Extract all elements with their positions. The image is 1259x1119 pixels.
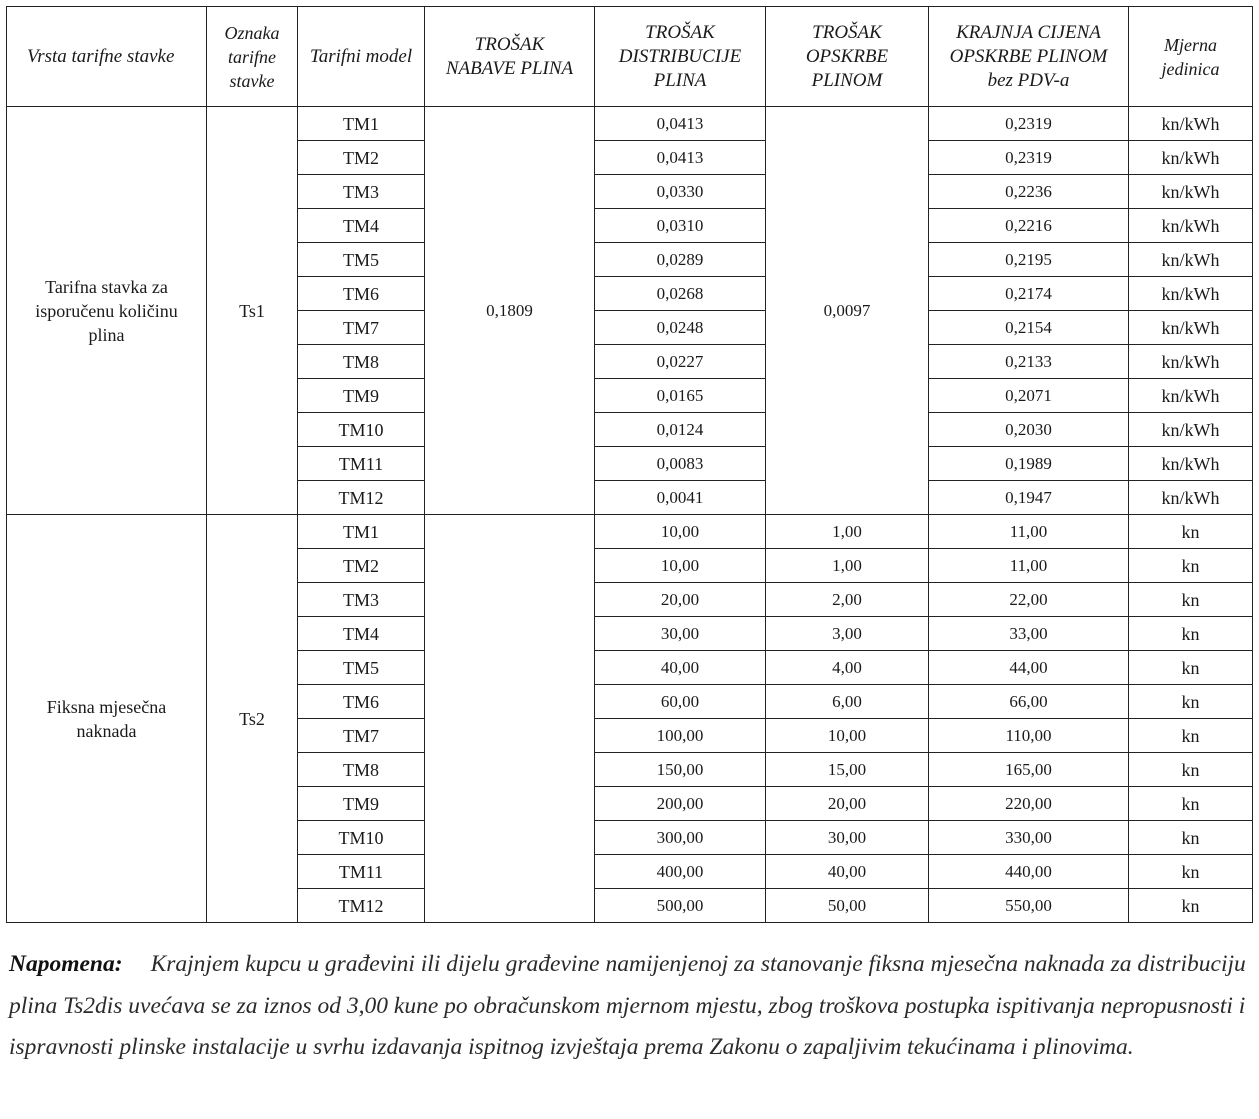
cell-final-price: 11,00: [929, 515, 1129, 549]
cell-unit: kn: [1129, 515, 1253, 549]
cell-final-price: 11,00: [929, 549, 1129, 583]
cell-distribution-cost: 0,0124: [595, 413, 766, 447]
cell-supply-cost: 0,0097: [766, 107, 929, 515]
cell-unit: kn: [1129, 617, 1253, 651]
cell-tariff-model: TM8: [298, 345, 425, 379]
cell-tariff-model: TM6: [298, 277, 425, 311]
cell-tariff-model: TM11: [298, 447, 425, 481]
cell-unit: kn: [1129, 889, 1253, 923]
cell-unit: kn: [1129, 787, 1253, 821]
cell-tariff-item-code: Ts1: [207, 107, 298, 515]
cell-supply-cost: 2,00: [766, 583, 929, 617]
cell-tariff-item-code: Ts2: [207, 515, 298, 923]
cell-distribution-cost: 0,0248: [595, 311, 766, 345]
cell-tariff-model: TM11: [298, 855, 425, 889]
cell-supply-cost: 3,00: [766, 617, 929, 651]
cell-unit: kn/kWh: [1129, 379, 1253, 413]
cell-final-price: 0,2216: [929, 209, 1129, 243]
cell-procurement-cost: 0,1809: [425, 107, 595, 515]
cell-final-price: 66,00: [929, 685, 1129, 719]
cell-unit: kn/kWh: [1129, 345, 1253, 379]
cell-unit: kn/kWh: [1129, 175, 1253, 209]
cell-final-price: 0,2319: [929, 141, 1129, 175]
cell-final-price: 0,2174: [929, 277, 1129, 311]
cell-distribution-cost: 60,00: [595, 685, 766, 719]
cell-tariff-model: TM12: [298, 481, 425, 515]
cell-tariff-model: TM3: [298, 175, 425, 209]
cell-tariff-model: TM1: [298, 107, 425, 141]
cell-supply-cost: 10,00: [766, 719, 929, 753]
table-header: [7, 7, 1253, 107]
cell-tariff-model: TM7: [298, 719, 425, 753]
cell-distribution-cost: 40,00: [595, 651, 766, 685]
cell-distribution-cost: 400,00: [595, 855, 766, 889]
cell-unit: kn/kWh: [1129, 209, 1253, 243]
cell-tariff-model: TM6: [298, 685, 425, 719]
cell-tariff-model: TM1: [298, 515, 425, 549]
footnote: [9, 944, 1254, 1069]
header-tariff-item-type: Vrsta tarifne stavke: [7, 7, 207, 107]
footnote-label: Napomena:: [9, 951, 123, 977]
cell-supply-cost: 15,00: [766, 753, 929, 787]
cell-supply-cost: 6,00: [766, 685, 929, 719]
cell-distribution-cost: 0,0041: [595, 481, 766, 515]
cell-distribution-cost: 10,00: [595, 549, 766, 583]
cell-tariff-model: TM10: [298, 821, 425, 855]
cell-unit: kn/kWh: [1129, 447, 1253, 481]
cell-unit: kn: [1129, 855, 1253, 889]
cell-tariff-item-type: Tarifna stavka za isporučenu količinu plina: [7, 107, 207, 515]
cell-tariff-model: TM4: [298, 209, 425, 243]
cell-unit: kn: [1129, 549, 1253, 583]
cell-tariff-model: TM9: [298, 379, 425, 413]
footnote-text: Krajnjem kupcu u građevini ili dijelu građevine namijenjenoj za stanovanje fiksna mjesečna naknada za distribuciju plina Ts2dis uvećava se za iznos od 3,00 kune po obračunskom mjernom mjestu, zbog troškova postupka ispitivanja nepropusnosti i ispravnosti plinske instalacije u svrhu izdavanja ispitnog izvještaja prema Zakonu o zapaljivim tekućinama i plinovima.: [9, 951, 1246, 1060]
cell-final-price: 0,2030: [929, 413, 1129, 447]
cell-unit: kn/kWh: [1129, 413, 1253, 447]
cell-distribution-cost: 30,00: [595, 617, 766, 651]
cell-tariff-model: TM8: [298, 753, 425, 787]
cell-tariff-model: TM12: [298, 889, 425, 923]
cell-tariff-model: TM2: [298, 141, 425, 175]
cell-supply-cost: 50,00: [766, 889, 929, 923]
table-row: [7, 107, 1253, 141]
cell-supply-cost: 1,00: [766, 515, 929, 549]
cell-distribution-cost: 0,0413: [595, 107, 766, 141]
header-final-price: KRAJNJA CIJENA OPSKRBE PLINOM bez PDV-a: [929, 7, 1129, 107]
header-tariff-model: Tarifni model: [298, 7, 425, 107]
cell-final-price: 0,2133: [929, 345, 1129, 379]
header-unit: Mjerna jedinica: [1129, 7, 1253, 107]
tariff-table: [6, 6, 1253, 923]
cell-tariff-item-type: Fiksna mjesečna naknada: [7, 515, 207, 923]
cell-procurement-cost: [425, 515, 595, 923]
cell-unit: kn: [1129, 685, 1253, 719]
cell-unit: kn/kWh: [1129, 481, 1253, 515]
cell-tariff-model: TM10: [298, 413, 425, 447]
cell-final-price: 0,2319: [929, 107, 1129, 141]
cell-distribution-cost: 300,00: [595, 821, 766, 855]
cell-supply-cost: 1,00: [766, 549, 929, 583]
cell-final-price: 0,2195: [929, 243, 1129, 277]
header-procurement-cost: TROŠAK NABAVE PLINA: [425, 7, 595, 107]
cell-final-price: 44,00: [929, 651, 1129, 685]
cell-distribution-cost: 500,00: [595, 889, 766, 923]
cell-distribution-cost: 100,00: [595, 719, 766, 753]
cell-final-price: 550,00: [929, 889, 1129, 923]
cell-tariff-model: TM7: [298, 311, 425, 345]
cell-final-price: 220,00: [929, 787, 1129, 821]
cell-distribution-cost: 0,0289: [595, 243, 766, 277]
cell-distribution-cost: 0,0268: [595, 277, 766, 311]
cell-final-price: 330,00: [929, 821, 1129, 855]
header-distribution-cost: TROŠAK DISTRIBUCIJE PLINA: [595, 7, 766, 107]
cell-unit: kn: [1129, 651, 1253, 685]
cell-final-price: 440,00: [929, 855, 1129, 889]
cell-unit: kn: [1129, 583, 1253, 617]
cell-unit: kn/kWh: [1129, 311, 1253, 345]
cell-supply-cost: 20,00: [766, 787, 929, 821]
cell-unit: kn: [1129, 719, 1253, 753]
cell-distribution-cost: 20,00: [595, 583, 766, 617]
cell-tariff-model: TM2: [298, 549, 425, 583]
cell-final-price: 33,00: [929, 617, 1129, 651]
cell-distribution-cost: 0,0310: [595, 209, 766, 243]
header-tariff-item-code: Oznaka tarifne stavke: [207, 7, 298, 107]
cell-final-price: 165,00: [929, 753, 1129, 787]
cell-final-price: 0,2236: [929, 175, 1129, 209]
cell-unit: kn/kWh: [1129, 107, 1253, 141]
cell-distribution-cost: 0,0330: [595, 175, 766, 209]
table-row: [7, 515, 1253, 549]
cell-final-price: 0,1989: [929, 447, 1129, 481]
cell-tariff-model: TM3: [298, 583, 425, 617]
cell-unit: kn/kWh: [1129, 141, 1253, 175]
cell-distribution-cost: 10,00: [595, 515, 766, 549]
cell-unit: kn: [1129, 753, 1253, 787]
cell-distribution-cost: 200,00: [595, 787, 766, 821]
cell-tariff-model: TM5: [298, 243, 425, 277]
cell-final-price: 0,2154: [929, 311, 1129, 345]
header-supply-cost: TROŠAK OPSKRBE PLINOM: [766, 7, 929, 107]
cell-supply-cost: 30,00: [766, 821, 929, 855]
cell-tariff-model: TM9: [298, 787, 425, 821]
cell-supply-cost: 40,00: [766, 855, 929, 889]
cell-unit: kn/kWh: [1129, 243, 1253, 277]
cell-distribution-cost: 150,00: [595, 753, 766, 787]
cell-unit: kn: [1129, 821, 1253, 855]
cell-tariff-model: TM4: [298, 617, 425, 651]
cell-supply-cost: 4,00: [766, 651, 929, 685]
cell-final-price: 22,00: [929, 583, 1129, 617]
cell-final-price: 110,00: [929, 719, 1129, 753]
cell-distribution-cost: 0,0227: [595, 345, 766, 379]
cell-final-price: 0,2071: [929, 379, 1129, 413]
cell-distribution-cost: 0,0413: [595, 141, 766, 175]
cell-distribution-cost: 0,0083: [595, 447, 766, 481]
cell-final-price: 0,1947: [929, 481, 1129, 515]
cell-unit: kn/kWh: [1129, 277, 1253, 311]
table-body: [7, 107, 1253, 923]
cell-distribution-cost: 0,0165: [595, 379, 766, 413]
cell-tariff-model: TM5: [298, 651, 425, 685]
